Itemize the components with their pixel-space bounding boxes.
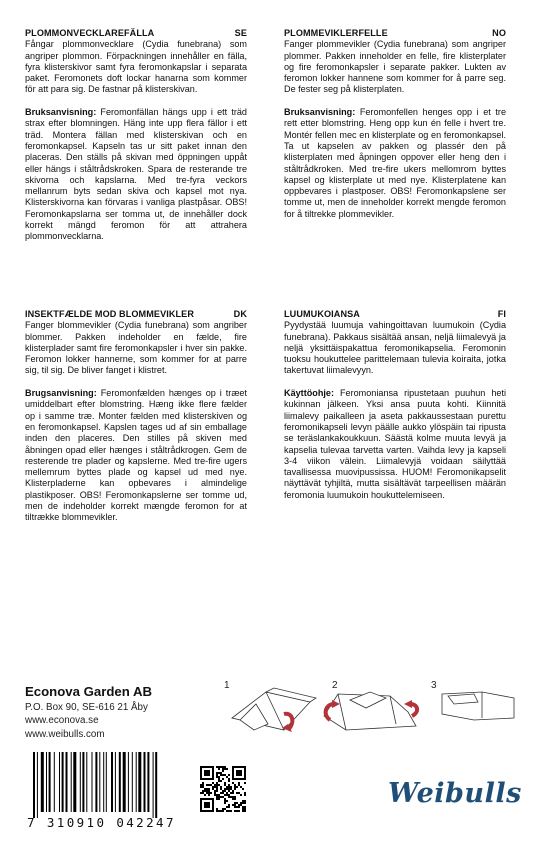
qr-module (232, 798, 234, 800)
qr-module (230, 796, 232, 798)
qr-module (228, 806, 230, 808)
section-no-usage-paragraph (284, 107, 506, 220)
qr-module (240, 786, 242, 788)
section-fi-usage-label: Käyttöohje: (284, 388, 335, 399)
weibulls-logo: Weibulls (388, 778, 522, 809)
barcode-bar (37, 752, 38, 818)
qr-module (226, 800, 228, 802)
barcode-bar (41, 752, 44, 812)
qr-module (218, 766, 220, 768)
qr-module (226, 806, 228, 808)
barcode-bar (66, 752, 68, 812)
qr-module (216, 798, 218, 800)
qr-module (220, 772, 222, 774)
barcode-bar (115, 752, 116, 812)
qr-module (228, 810, 230, 812)
barcode-bar (123, 752, 126, 812)
qr-module (212, 766, 214, 780)
qr-module (232, 792, 234, 794)
qr-module (200, 798, 202, 812)
barcode-bar (99, 752, 100, 812)
qr-module (206, 788, 208, 790)
qr-module (208, 792, 210, 794)
qr-module (244, 800, 246, 802)
qr-module (226, 786, 228, 788)
qr-module (236, 810, 238, 812)
section-no-title: PLOMMEVIKLERFELLE (284, 28, 388, 38)
qr-module (236, 802, 238, 804)
qr-module (218, 772, 220, 774)
qr-module (204, 794, 206, 796)
qr-module (232, 796, 234, 798)
step-1-diagram (226, 684, 326, 736)
section-se (25, 28, 247, 254)
barcode-bar (49, 752, 51, 812)
qr-module (242, 808, 244, 810)
barcode-bar (136, 752, 137, 812)
qr-module (218, 778, 220, 780)
section-fi (284, 309, 506, 512)
qr-module (218, 810, 220, 812)
qr-module (218, 776, 220, 778)
barcode-bar (103, 752, 104, 812)
qr-module (220, 796, 222, 798)
qr-module (224, 800, 226, 802)
qr-module (212, 786, 214, 788)
qr-module (236, 792, 238, 794)
qr-module (208, 790, 210, 792)
qr-module (216, 790, 218, 792)
barcode-bar (73, 752, 76, 812)
qr-module (242, 800, 244, 802)
qr-module (228, 794, 230, 796)
qr-module (200, 810, 214, 812)
section-dk (25, 309, 247, 535)
step-2-diagram (316, 686, 426, 736)
qr-module (216, 788, 218, 790)
qr-module (244, 802, 246, 804)
qr-module (216, 772, 218, 774)
barcode-bar (111, 752, 113, 812)
barcode-bar (92, 752, 93, 812)
barcode-bar (106, 752, 107, 812)
qr-module (222, 790, 224, 792)
qr-module (220, 788, 222, 790)
qr-module (200, 766, 202, 780)
qr-module (226, 794, 228, 796)
barcode (27, 752, 189, 818)
qr-module (226, 776, 228, 778)
step-2-number: 2 (332, 680, 338, 691)
qr-module (240, 804, 242, 806)
qr-module (244, 792, 246, 794)
section-no-code: NO (492, 28, 506, 38)
qr-module (208, 784, 210, 786)
qr-module (206, 790, 208, 792)
barcode-bar (80, 752, 81, 812)
qr-module (206, 792, 208, 794)
qr-module (208, 788, 210, 790)
qr-module (230, 786, 232, 788)
qr-module (228, 804, 230, 806)
qr-module (232, 766, 246, 768)
qr-module (212, 782, 214, 784)
qr-module (216, 782, 218, 784)
qr-module (224, 794, 226, 796)
qr-module (234, 810, 236, 812)
barcode-bar (95, 752, 97, 812)
section-se-usage: Feromonfällan hängs upp i ett träd strax efter blomningen. Häng inte upp flera fällor i ett träd. Montera fällan med klisterskivan och en feromonkapsel. Kapseln tas ur sitt paket innan den placeras. Den ställs på skivan med öppningen uppåt eller hängs i ståltrådskroken. Spara de resterande tre skivorna och kapslarna. Med tre-fyra veckors mellanrum byts sedan skiva och kapsel mot nya. Klisterskivorna kan förvaras i vanliga plastpåsar. OBS! Feromonkapslarna ser tomma ut, de innehåller dock korrekt mängd feromon för att attrahera plommonvecklarna. (25, 107, 247, 242)
qr-module (202, 784, 204, 786)
qr-module (242, 810, 244, 812)
qr-module (222, 778, 224, 780)
section-no-intro: Fanger plommevikler (Cydia funebrana) som angriper plommer. Pakken inneholder en felle, fire klisterplater og fire feromonkapsler i separate pakker. Lukten av feromon lokker hannene som kommer for å parre seg. De fester seg på klisterplaten. (284, 39, 506, 95)
qr-module (226, 768, 228, 770)
qr-module (210, 792, 212, 794)
qr-code (200, 766, 246, 812)
qr-module (222, 770, 224, 772)
qr-module (222, 810, 224, 812)
qr-module (234, 806, 236, 808)
qr-module (230, 792, 232, 794)
qr-module (200, 786, 202, 788)
qr-module (222, 792, 224, 794)
qr-module (200, 784, 202, 786)
qr-module (232, 804, 234, 806)
qr-module (222, 768, 224, 770)
qr-module (210, 784, 212, 786)
qr-module (238, 782, 240, 784)
section-dk-usage: Feromonfælden hænges op i træet umiddelbart efter blomstring. Hæng ikke flere fælder op i samme træ. Monter fælden med klisterskiven og en feromonkapsel. Kapslen tages ud af sin emballage inden den placeres. Den stilles på skiven med åbningen opad eller hænges i ståltrådkrogen. Gem de resterende tre plader og kapslerne. Med tre-fire ugers mellemrum byttes plade og kapsel ud med nye. Klisterpladerne kan opbevares i almindelige plastikposer. OBS! Feromonkapslerne ser tomme ud, men de indeholder korrekt mængde feromon for at tiltrække blommevikler. (25, 388, 247, 523)
qr-module (218, 796, 220, 798)
qr-module (200, 798, 214, 800)
qr-module (216, 776, 218, 778)
qr-module (214, 792, 216, 794)
section-se-code: SE (234, 28, 247, 38)
qr-module (228, 786, 230, 788)
step-3-diagram (434, 684, 524, 728)
section-fi-code: FI (497, 309, 506, 319)
barcode-bar (33, 752, 35, 818)
qr-module (224, 798, 226, 800)
company-name: Econova Garden AB (25, 684, 153, 699)
section-se-heading (25, 28, 247, 39)
qr-module (224, 790, 226, 792)
qr-module (218, 798, 220, 800)
qr-module (238, 804, 240, 806)
qr-module (230, 810, 232, 812)
section-dk-intro: Fanger blommevikler (Cydia funebrana) som angriber blommer. Pakken indeholder en fælde, fire klisterplader samt fire feromonkapsler i hver sin pakke. Feromon lokker hannerne, som kommer for at parre sig, til sig. De bliver fanget i klistret. (25, 320, 247, 376)
qr-module (202, 786, 204, 788)
qr-module (214, 794, 216, 796)
qr-module (238, 806, 240, 808)
qr-module (244, 782, 246, 784)
qr-module (228, 796, 230, 798)
company-website-weibulls: www.weibulls.com (25, 728, 105, 740)
qr-module (232, 782, 234, 784)
qr-module (226, 788, 228, 790)
qr-module (242, 806, 244, 808)
barcode-bar (128, 752, 129, 812)
qr-module (236, 806, 238, 808)
qr-module (242, 788, 244, 790)
qr-module (228, 784, 230, 786)
qr-module (220, 786, 222, 788)
qr-module (222, 796, 224, 798)
section-dk-usage-label: Brugsanvisning: (25, 388, 97, 399)
qr-module (224, 784, 226, 786)
qr-module (220, 810, 222, 812)
section-fi-heading (284, 309, 506, 320)
qr-module (208, 794, 210, 796)
qr-module (214, 784, 216, 786)
qr-module (220, 766, 222, 768)
section-se-intro: Fångar plommonvecklare (Cydia funebrana) som angriper plommon. Förpackningen innehåller en fälla, fyra klisterskivor samt fyra feromonkapslar i separata paket. Feromonets doft lockar hanarna som kommer för att para sig. De fastnar på klisterskivan. (25, 39, 247, 95)
qr-module (238, 810, 240, 812)
qr-module (204, 802, 210, 808)
qr-module (240, 802, 242, 804)
section-dk-heading (25, 309, 247, 320)
qr-module (234, 796, 236, 798)
qr-module (218, 784, 220, 786)
qr-module (244, 806, 246, 808)
qr-module (216, 808, 218, 810)
barcode-bar (155, 752, 157, 818)
barcode-bar (119, 752, 121, 812)
barcode-bar (71, 752, 72, 812)
qr-module (216, 784, 218, 786)
qr-module (224, 808, 226, 810)
barcode-bar (59, 752, 60, 812)
qr-module (222, 766, 224, 768)
qr-module (232, 778, 246, 780)
qr-module (218, 794, 220, 796)
qr-module (218, 768, 220, 770)
qr-module (222, 808, 224, 810)
qr-module (216, 810, 218, 812)
qr-module (228, 778, 230, 780)
qr-module (232, 790, 234, 792)
qr-module (212, 788, 214, 790)
qr-module (244, 794, 246, 796)
qr-module (202, 792, 204, 794)
qr-module (200, 766, 214, 768)
step-3-number: 3 (431, 680, 437, 691)
qr-module (228, 774, 230, 776)
qr-module (202, 790, 204, 792)
qr-module (204, 770, 210, 776)
section-fi-usage: Feromoniansa ripustetaan puuhun heti kukinnan jälkeen. Yksi ansa puuta kohti. Kiinnitä liimalevy paikalleen ja aseta pakkaussestaan purettu feromonikapseli levyn päälle aukko ylöspäin tai ripusta se teräslankakoukkuun. Säästä kolme muuta levyä ja kapselia tulevaa tarvetta varten. Vaihda levy ja kapseli 3-4 viikon välein. Liimalevyjä voidaan säilyttää tavallisessa muovipussissa. HUOM! Feromonikapselit näyttävät tyhjiltä, mutta sisältävät tarpeellisen määrän feromonia luumukoin houkuttelemiseen. (284, 388, 506, 500)
qr-module (236, 786, 238, 788)
qr-module (224, 774, 226, 776)
qr-module (244, 766, 246, 780)
section-se-usage-label: Bruksanvisning: (25, 107, 97, 118)
qr-module (228, 788, 230, 790)
qr-module (234, 788, 236, 790)
qr-module (228, 780, 230, 782)
section-no (284, 28, 506, 231)
qr-module (200, 792, 202, 794)
qr-module (204, 788, 206, 790)
qr-module (216, 766, 218, 768)
section-dk-title: INSEKTFÆLDE MOD BLOMMEVIKLER (25, 309, 195, 319)
barcode-bar (153, 752, 154, 818)
company-address: P.O. Box 90, SE-616 21 Åby (25, 702, 148, 713)
qr-module (220, 792, 222, 794)
section-no-usage: Feromonfellen henges opp i et tre rett etter blomstring. Heng opp kun én felle i hvert tre. Montér fellen mec en klisterplate og en feromonkapsel. Ta ut kapselen av pakken og plassér den på klisterplaten med åpningen oppover eller heng den i ståltrådkroken. Med tre-fire ukers mellomrom byttes kapsel og klisterplate ut med nye. Klisterplatene kan oppbevares i plastposer. OBS! Feromonkapslene ser tomme ut, men de inneholder korrekt mengde feromon for å tiltrekke plommevikler. (284, 107, 506, 219)
qr-module (244, 808, 246, 810)
section-fi-intro: Pyydystää luumuja vahingoittavan luumukoin (Cydia funebrana). Pakkaus sisältää ansan, neljä liimalevyä ja neljä yksittäispakattua feromonikapselia. Feromonin tuoksu houkuttelee parittelemaan tulevia koiraita, jotka takertuvat liimalevyyn. (284, 320, 506, 376)
section-se-title: PLOMMONVECKLAREFÄLLA (25, 28, 155, 38)
qr-module (216, 786, 218, 788)
qr-module (200, 778, 214, 780)
qr-module (234, 798, 236, 800)
section-fi-usage-paragraph (284, 388, 506, 501)
qr-module (216, 774, 218, 776)
barcode-bar (147, 752, 149, 812)
company-info (25, 684, 152, 741)
qr-module (238, 792, 240, 794)
section-no-usage-label: Bruksanvisning: (284, 107, 356, 118)
step-1-number: 1 (224, 680, 230, 691)
qr-module (224, 768, 226, 770)
qr-module (224, 782, 226, 784)
qr-module (212, 798, 214, 812)
barcode-bar (82, 752, 84, 812)
section-fi-title: LUUMUKOIANSA (284, 309, 360, 319)
qr-module (244, 810, 246, 812)
qr-module (238, 784, 240, 786)
qr-module (218, 780, 220, 782)
barcode-bar (62, 752, 64, 812)
barcode-bar (144, 752, 146, 812)
qr-module (224, 788, 226, 790)
qr-module (220, 780, 222, 782)
qr-module (224, 802, 226, 804)
qr-module (224, 766, 226, 768)
section-dk-code: DK (233, 309, 247, 319)
company-website-econova: www.econova.se (25, 715, 99, 727)
qr-module (234, 802, 236, 804)
qr-module (222, 774, 224, 776)
barcode-bar (54, 752, 55, 812)
qr-module (236, 770, 242, 776)
qr-module (242, 802, 244, 804)
qr-module (234, 804, 236, 806)
barcode-bar (132, 752, 133, 812)
section-se-usage-paragraph (25, 107, 247, 243)
qr-module (230, 788, 232, 790)
qr-module (226, 810, 228, 812)
qr-module (206, 784, 208, 786)
qr-module (214, 786, 216, 788)
qr-module (216, 796, 218, 798)
barcode-digits: 7 310910 042247 (27, 815, 176, 830)
section-dk-usage-paragraph (25, 388, 247, 524)
qr-module (216, 794, 218, 796)
qr-module (234, 786, 236, 788)
qr-module (232, 766, 234, 780)
qr-module (240, 794, 242, 796)
barcode-bar (138, 752, 141, 812)
qr-module (228, 790, 230, 792)
barcode-bar (86, 752, 87, 812)
section-no-heading (284, 28, 506, 39)
qr-module (226, 792, 228, 794)
barcode-bar (46, 752, 47, 812)
qr-module (220, 774, 222, 776)
qr-module (204, 790, 206, 792)
qr-module (202, 782, 204, 784)
qr-module (214, 790, 216, 792)
qr-module (234, 784, 236, 786)
